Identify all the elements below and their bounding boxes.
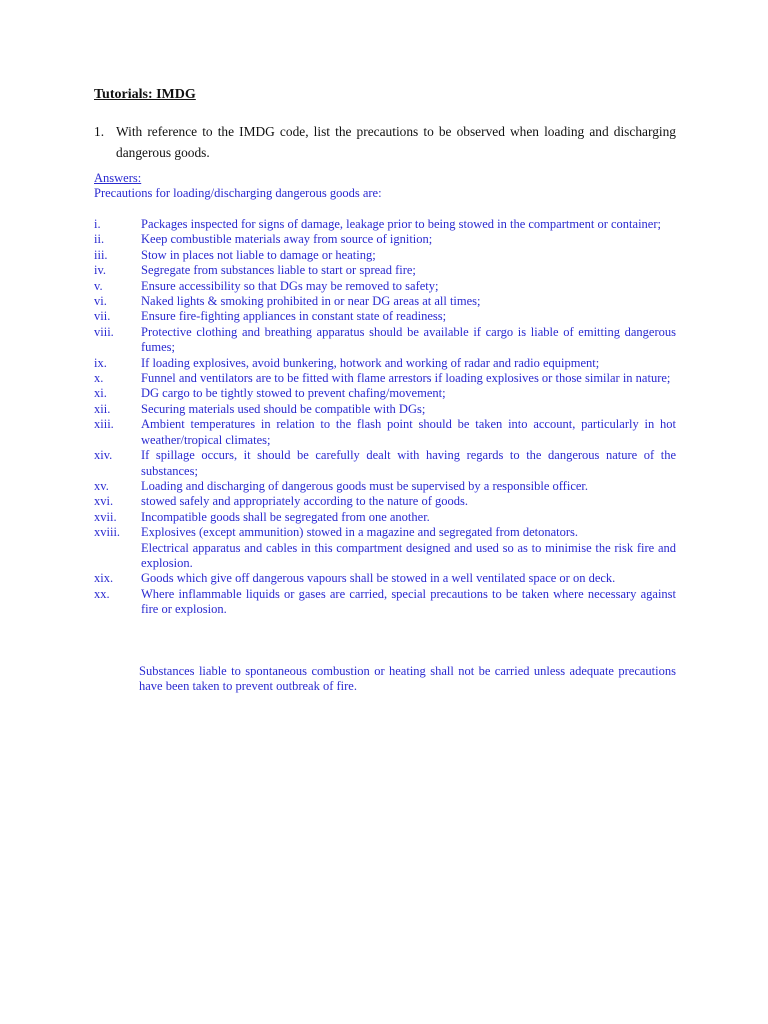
list-item-text: Naked lights & smoking prohibited in or near DG areas at all times; [141,294,481,309]
list-item-text: If loading explosives, avoid bunkering, hotwork and working of radar and radio equipment; [141,355,600,370]
list-item [94,294,676,309]
list-item-text: Securing materials used should be compatible with DGs; [141,401,426,416]
list-item-number: xv. [94,478,109,493]
list-item-number: x. [94,371,104,386]
page-title: Tutorials: IMDG [94,87,196,102]
list-item-number: xi. [94,386,107,401]
question-text: With reference to the IMDG code, list the precautions to be observed when loading and discharging dangerous goods. [116,124,676,160]
list-item-number: xvi. [94,494,114,509]
list-item [94,386,676,401]
question [94,121,676,163]
list-item-number: v. [94,278,103,293]
list-item-text: Explosives (except ammunition) stowed in a magazine and segregated from detonators. [141,525,579,540]
list-item [94,325,676,356]
answers-label: Answers: [94,171,142,185]
list-item [94,309,676,324]
list-item-text: Where inflammable liquids or gases are carried, special precautions to be taken where necessary against fire or explosion. [141,586,676,617]
list-item-extra-text: Electrical apparatus and cables in this compartment designed and used so as to minimise the risk fire and explosion. [141,540,676,570]
list-item-number: xviii. [94,525,121,540]
list-item-text: Keep combustible materials away from source of ignition; [141,232,433,247]
list-item [94,525,676,571]
list-item-number: xix. [94,571,114,586]
list-item [94,371,676,386]
list-item [94,417,676,448]
list-item [94,510,676,525]
list-item [94,402,676,417]
list-item-text: Ensure fire-fighting appliances in constant state of readiness; [141,309,447,324]
list-item-number: xx. [94,586,110,601]
list-item-number: xvii. [94,509,117,524]
list-item-text: Ambient temperatures in relation to the flash point should be taken into account, particularly in hot weather/tropical climates; [141,417,676,447]
list-item-text: DG cargo to be tightly stowed to prevent chafing/movement; [141,386,446,401]
list-item-text: Ensure accessibility so that DGs may be removed to safety; [141,278,439,293]
list-item-text: Protective clothing and breathing apparatus should be available if cargo is liable of emitting dangerous fumes; [141,324,676,355]
list-item-number: vii. [94,309,111,324]
question-number: 1. [94,124,105,139]
list-item [94,356,676,371]
list-item [94,232,676,247]
list-item [94,587,676,618]
list-item-number: vi. [94,294,107,309]
list-item-number: viii. [94,324,114,339]
list-item-number: i. [94,217,101,231]
list-item-number: xiii. [94,417,114,432]
list-item-number: iii. [94,247,108,262]
list-item-text: stowed safely and appropriately according to the nature of goods. [141,494,468,509]
answers-intro: Precautions for loading/discharging dangerous goods are: [94,186,382,200]
list-item-text: Goods which give off dangerous vapours shall be stowed in a well ventilated space or on deck. [141,571,616,586]
list-item [94,494,676,509]
list-item [94,279,676,294]
final-note: Substances liable to spontaneous combustion or heating shall not be carried unless adequate precautions have been taken to prevent outbreak of fire. [139,664,676,694]
list-item-text: Segregate from substances liable to start or spread fire; [141,263,416,278]
list-item-text: Incompatible goods shall be segregated from one another. [141,509,430,524]
list-item-text: Packages inspected for signs of damage, leakage prior to being stowed in the compartment or container; [141,217,661,231]
list-item [94,571,676,586]
list-item-number: ii. [94,232,105,247]
list-item-number: ix. [94,355,107,370]
list-item-text: Stow in places not liable to damage or heating; [141,247,376,262]
list-item-number: xiv. [94,448,113,463]
list-item-text: Funnel and ventilators are to be fitted with flame arrestors if loading explosives or those similar in nature; [141,371,671,386]
list-item [94,448,676,479]
list-item [94,263,676,278]
list-item-text: Loading and discharging of dangerous goods must be supervised by a responsible officer. [141,478,589,493]
list-item [94,479,676,494]
answer-list [94,217,676,618]
list-item [94,248,676,263]
list-item-text: If spillage occurs, it should be carefully dealt with having regards to the dangerous nature of the substances; [141,448,676,478]
list-item-number: iv. [94,263,107,278]
list-item [94,217,676,232]
list-item-number: xii. [94,401,111,416]
